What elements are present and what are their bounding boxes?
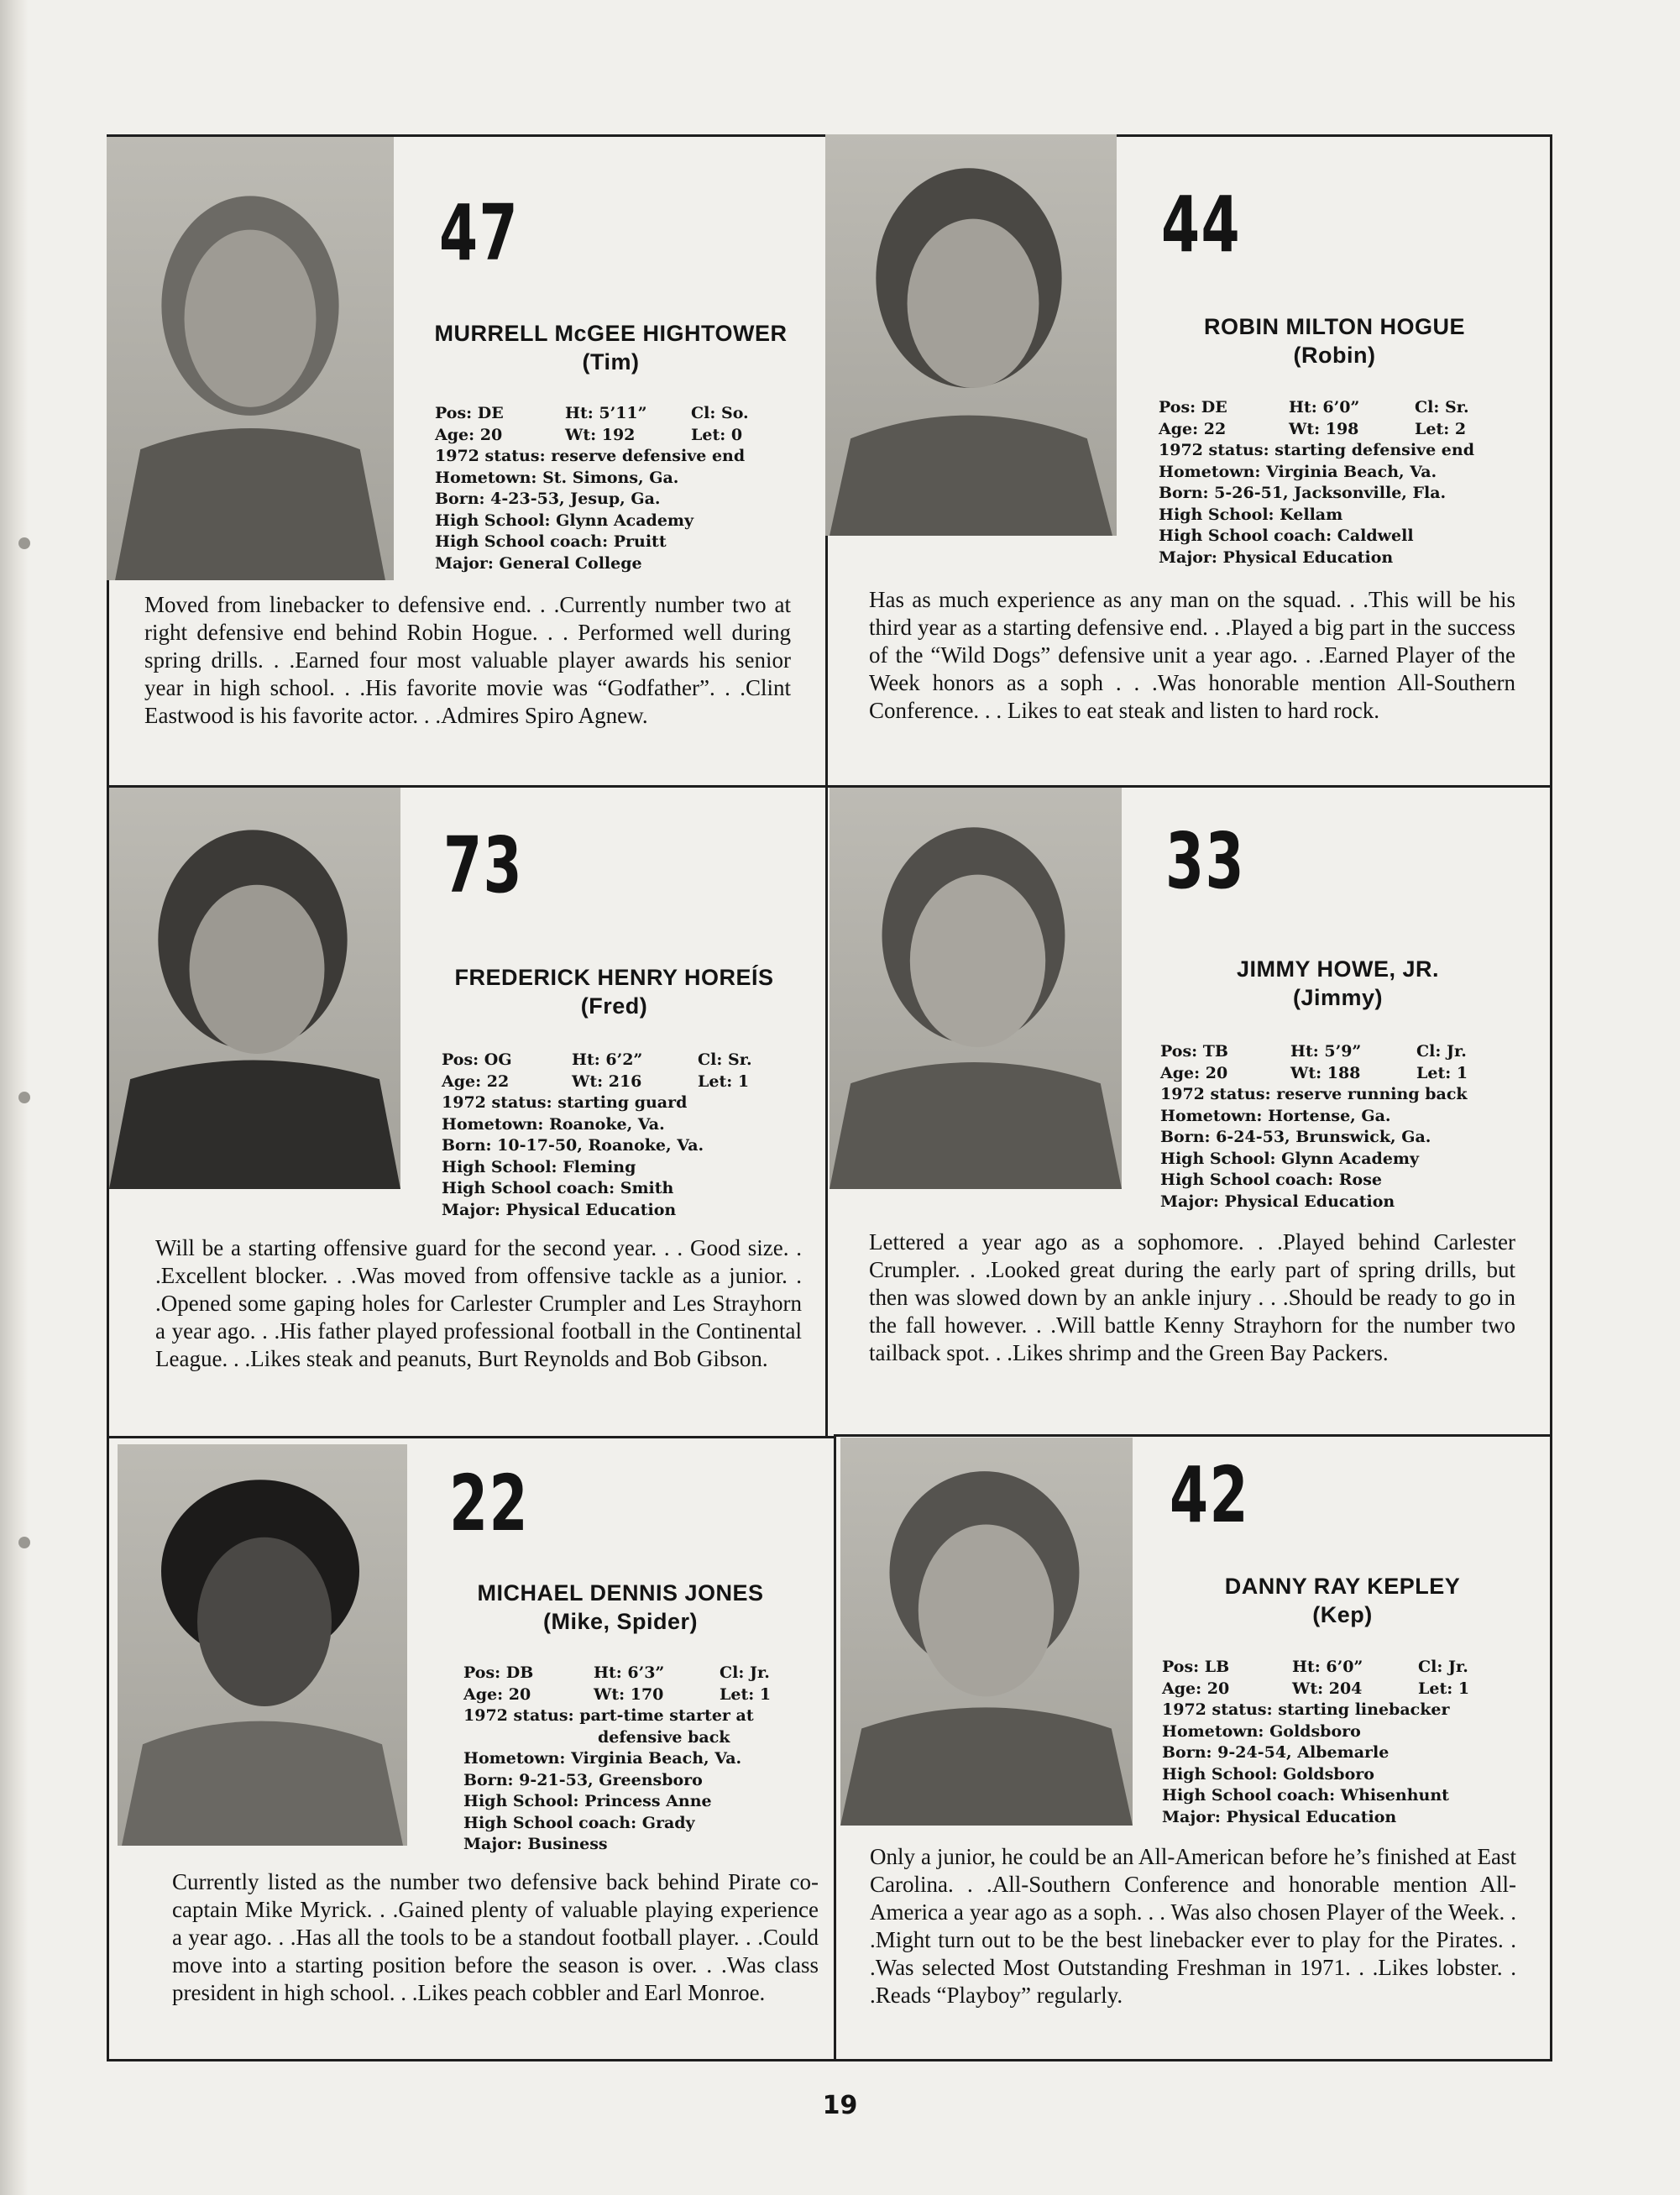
- stat-line: Major: Physical Education: [442, 1200, 677, 1219]
- stat-position: Pos: TB: [1160, 1042, 1228, 1061]
- stat-letters: Let: 2: [1415, 419, 1467, 438]
- binding-hole: [18, 1537, 30, 1548]
- stat-weight: Wt: 170: [594, 1684, 664, 1704]
- stat-line: Major: Physical Education: [1160, 1192, 1395, 1211]
- stat-line: High School: Glynn Academy: [1160, 1149, 1420, 1168]
- player-nickname: (Fred): [580, 993, 648, 1019]
- jersey-number: 22: [449, 1459, 530, 1548]
- stat-line: Hometown: Goldsboro: [1162, 1721, 1361, 1741]
- player-stats: [1159, 397, 1549, 568]
- stat-line: Born: 10-17-50, Roanoke, Va.: [442, 1136, 704, 1155]
- player-full-name: ROBIN MILTON HOGUE: [1204, 314, 1465, 339]
- stat-line: High School coach: Grady: [463, 1813, 695, 1832]
- player-name: [1117, 312, 1552, 369]
- player-bio: Only a junior, he could be an All-American before he’s finished at East Carolina. . .All-Southern Conference and honorable mention All-America a year ago as a soph. . . Was also chosen Player of the Week. . .Might turn out to be the best linebacker ever to play for the Pirates. . .Was selected Most Outstanding Freshman in 1971. . .Likes lobster. . .Reads “Playboy” regularly.: [870, 1844, 1516, 2008]
- jersey-number: 33: [1165, 816, 1246, 906]
- stat-line: Born: 5-26-51, Jacksonville, Fla.: [1159, 484, 1447, 502]
- stat-line: Major: Physical Education: [1159, 547, 1394, 567]
- stat-weight: Wt: 198: [1289, 419, 1359, 438]
- player-photo: [825, 134, 1117, 536]
- stat-class: Cl: Jr.: [1418, 1658, 1468, 1676]
- stat-line: Hometown: Roanoke, Va.: [442, 1114, 665, 1134]
- stat-height: Ht: 5’9”: [1290, 1042, 1362, 1061]
- page-number: 19: [822, 2091, 858, 2120]
- stat-line: 1972 status: starting guard: [442, 1093, 688, 1112]
- stat-position: Pos: DE: [435, 404, 504, 422]
- stat-line: High School: Kellam: [1159, 505, 1343, 524]
- player-stats: [442, 1050, 824, 1221]
- stat-letters: Let: 1: [698, 1071, 750, 1091]
- stat-line: Hometown: Virginia Beach, Va.: [463, 1749, 742, 1768]
- jersey-number: 42: [1170, 1450, 1250, 1540]
- row-divider: [834, 1434, 1552, 1437]
- stat-line: Born: 6-24-53, Brunswick, Ga.: [1160, 1128, 1431, 1146]
- stat-line: High School: Fleming: [442, 1157, 636, 1176]
- stat-age: Age: 22: [1159, 419, 1227, 438]
- stat-age: Age: 20: [1160, 1063, 1228, 1082]
- stat-line: Hometown: Hortense, Ga.: [1160, 1106, 1391, 1125]
- stat-letters: Let: 1: [1416, 1063, 1468, 1082]
- stat-line: Major: General College: [435, 553, 642, 573]
- binding-hole: [18, 537, 30, 549]
- stat-line: High School: Princess Anne: [463, 1792, 712, 1810]
- stat-height: Ht: 5’11”: [565, 404, 647, 422]
- player-full-name: DANNY RAY KEPLEY: [1224, 1574, 1461, 1599]
- stat-weight: Wt: 216: [572, 1071, 642, 1091]
- player-nickname: (Jimmy): [1292, 985, 1384, 1010]
- player-name: [1123, 955, 1552, 1012]
- player-stats: [1160, 1041, 1551, 1213]
- player-photo: [107, 137, 394, 580]
- stat-class: Cl: Sr.: [1415, 398, 1469, 416]
- stat-line: Major: Business: [463, 1835, 608, 1853]
- player-name: [395, 319, 827, 376]
- player-full-name: MURRELL McGEE HIGHTOWER: [434, 321, 788, 346]
- stat-age: Age: 20: [463, 1684, 531, 1704]
- player-bio: Moved from linebacker to defensive end. . .Currently number two at right defensive end behind Robin Hogue. . . Performed well during spring drills. . .Earned four most valuable player awards his senior year in high school. . .His favorite movie was “Godfather”. . .Clint Eastwood is his favorite actor. . .Admires Spiro Agnew.: [144, 592, 791, 728]
- stat-weight: Wt: 192: [565, 425, 636, 444]
- stat-line: High School coach: Whisenhunt: [1162, 1786, 1449, 1805]
- row-divider: [107, 1436, 835, 1438]
- stat-letters: Let: 1: [1418, 1679, 1470, 1698]
- stat-position: Pos: DB: [463, 1663, 534, 1682]
- stat-line: Born: 9-21-53, Greensboro: [463, 1770, 703, 1789]
- stat-line: 1972 status: reserve running back: [1160, 1085, 1468, 1103]
- player-photo: [109, 788, 400, 1189]
- player-nickname: (Tim): [582, 349, 640, 375]
- player-photo: [830, 788, 1122, 1189]
- player-stats: [463, 1663, 833, 1856]
- stat-weight: Wt: 204: [1292, 1679, 1363, 1698]
- stat-letters: Let: 1: [720, 1684, 772, 1704]
- player-bio: Has as much experience as any man on the squad. . .This will be his third year as a starting defensive end. . .Played a big part in the success of the “Wild Dogs” defensive unit a year ago. . .Earned Player of the Week honors as a soph . . .Was honorable mention All-Southern Conference. . . Likes to eat steak and listen to hard rock.: [869, 587, 1515, 723]
- player-bio: Will be a starting offensive guard for the second year. . . Good size. . .Excellent blocker. . .Was moved from offensive tackle as a junior. . .Opened some gaping holes for Carlester Crumpler and Les Strayhorn a year ago. . .His father played professional football in the Continental League. . .Likes steak and peanuts, Burt Reynolds and Bob Gibson.: [155, 1235, 802, 1371]
- stat-line: Major: Physical Education: [1162, 1807, 1397, 1826]
- column-divider: [834, 1434, 836, 2061]
- player-name: [407, 1579, 834, 1636]
- binding-hole: [18, 1092, 30, 1103]
- player-photo: [118, 1444, 407, 1846]
- stat-age: Age: 20: [435, 425, 503, 444]
- jersey-number: 47: [439, 188, 520, 278]
- stat-line: 1972 status: reserve defensive end: [435, 447, 746, 465]
- stat-class: Cl: Jr.: [1416, 1042, 1467, 1061]
- player-full-name: MICHAEL DENNIS JONES: [477, 1580, 764, 1606]
- player-photo: [840, 1438, 1133, 1826]
- stat-line: defensive back: [598, 1727, 730, 1747]
- stat-line: Hometown: Virginia Beach, Va.: [1159, 462, 1437, 481]
- jersey-number: 44: [1161, 180, 1242, 270]
- stat-height: Ht: 6’3”: [594, 1663, 665, 1682]
- stat-line: Born: 4-23-53, Jesup, Ga.: [435, 490, 661, 508]
- stat-class: Cl: Jr.: [720, 1663, 770, 1682]
- stat-line: High School coach: Smith: [442, 1179, 674, 1197]
- player-full-name: FREDERICK HENRY HOREÍS: [454, 965, 774, 990]
- stat-weight: Wt: 188: [1290, 1063, 1361, 1082]
- stat-line: High School: Goldsboro: [1162, 1764, 1374, 1784]
- player-stats: [435, 403, 821, 574]
- stat-line: 1972 status: part-time starter at: [463, 1706, 754, 1725]
- stat-line: Hometown: St. Simons, Ga.: [435, 468, 679, 487]
- player-bio: Lettered a year ago as a sophomore. . .Played behind Carlester Crumpler. . .Looked great during the early part of spring drills, but then was slowed down by an ankle injury . . .Should be ready to go in the fall however. . .Will battle Kenny Strayhorn for the number two tailback spot. . .Likes shrimp and the Green Bay Packers.: [869, 1229, 1515, 1365]
- stat-line: 1972 status: starting defensive end: [1159, 441, 1474, 459]
- stat-line: High School coach: Rose: [1160, 1171, 1382, 1189]
- stat-height: Ht: 6’0”: [1289, 398, 1360, 416]
- stat-height: Ht: 6’0”: [1292, 1658, 1363, 1676]
- stat-line: 1972 status: starting linebacker: [1162, 1700, 1450, 1719]
- jersey-number: 73: [443, 820, 524, 910]
- stat-age: Age: 22: [442, 1071, 510, 1091]
- player-name: [1133, 1572, 1552, 1629]
- player-nickname: (Mike, Spider): [542, 1609, 699, 1634]
- stat-line: Born: 9-24-54, Albemarle: [1162, 1743, 1390, 1762]
- player-full-name: JIMMY HOWE, JR.: [1236, 956, 1440, 982]
- stat-class: Cl: Sr.: [698, 1050, 752, 1069]
- stat-line: High School coach: Caldwell: [1159, 526, 1414, 545]
- player-stats: [1162, 1657, 1548, 1828]
- stat-position: Pos: OG: [442, 1050, 512, 1069]
- stat-line: High School coach: Pruitt: [435, 532, 667, 551]
- stat-line: High School: Glynn Academy: [435, 511, 694, 530]
- stat-class: Cl: So.: [691, 404, 749, 422]
- stat-position: Pos: LB: [1162, 1658, 1230, 1676]
- player-nickname: (Robin): [1293, 343, 1376, 368]
- player-nickname: (Kep): [1312, 1602, 1373, 1627]
- stat-age: Age: 20: [1162, 1679, 1230, 1698]
- player-bio: Currently listed as the number two defensive back behind Pirate co-captain Mike Myrick. . .Gained plenty of valuable playing experience a year ago. . .Has all the tools to be a standout football player. . .Could move into a starting position before the season is over. . .Was class president in high school. . .Likes peach cobbler and Earl Monroe.: [172, 1869, 819, 2005]
- stat-height: Ht: 6’2”: [572, 1050, 643, 1069]
- player-name: [401, 963, 827, 1020]
- stat-letters: Let: 0: [691, 425, 743, 444]
- stat-position: Pos: DE: [1159, 398, 1227, 416]
